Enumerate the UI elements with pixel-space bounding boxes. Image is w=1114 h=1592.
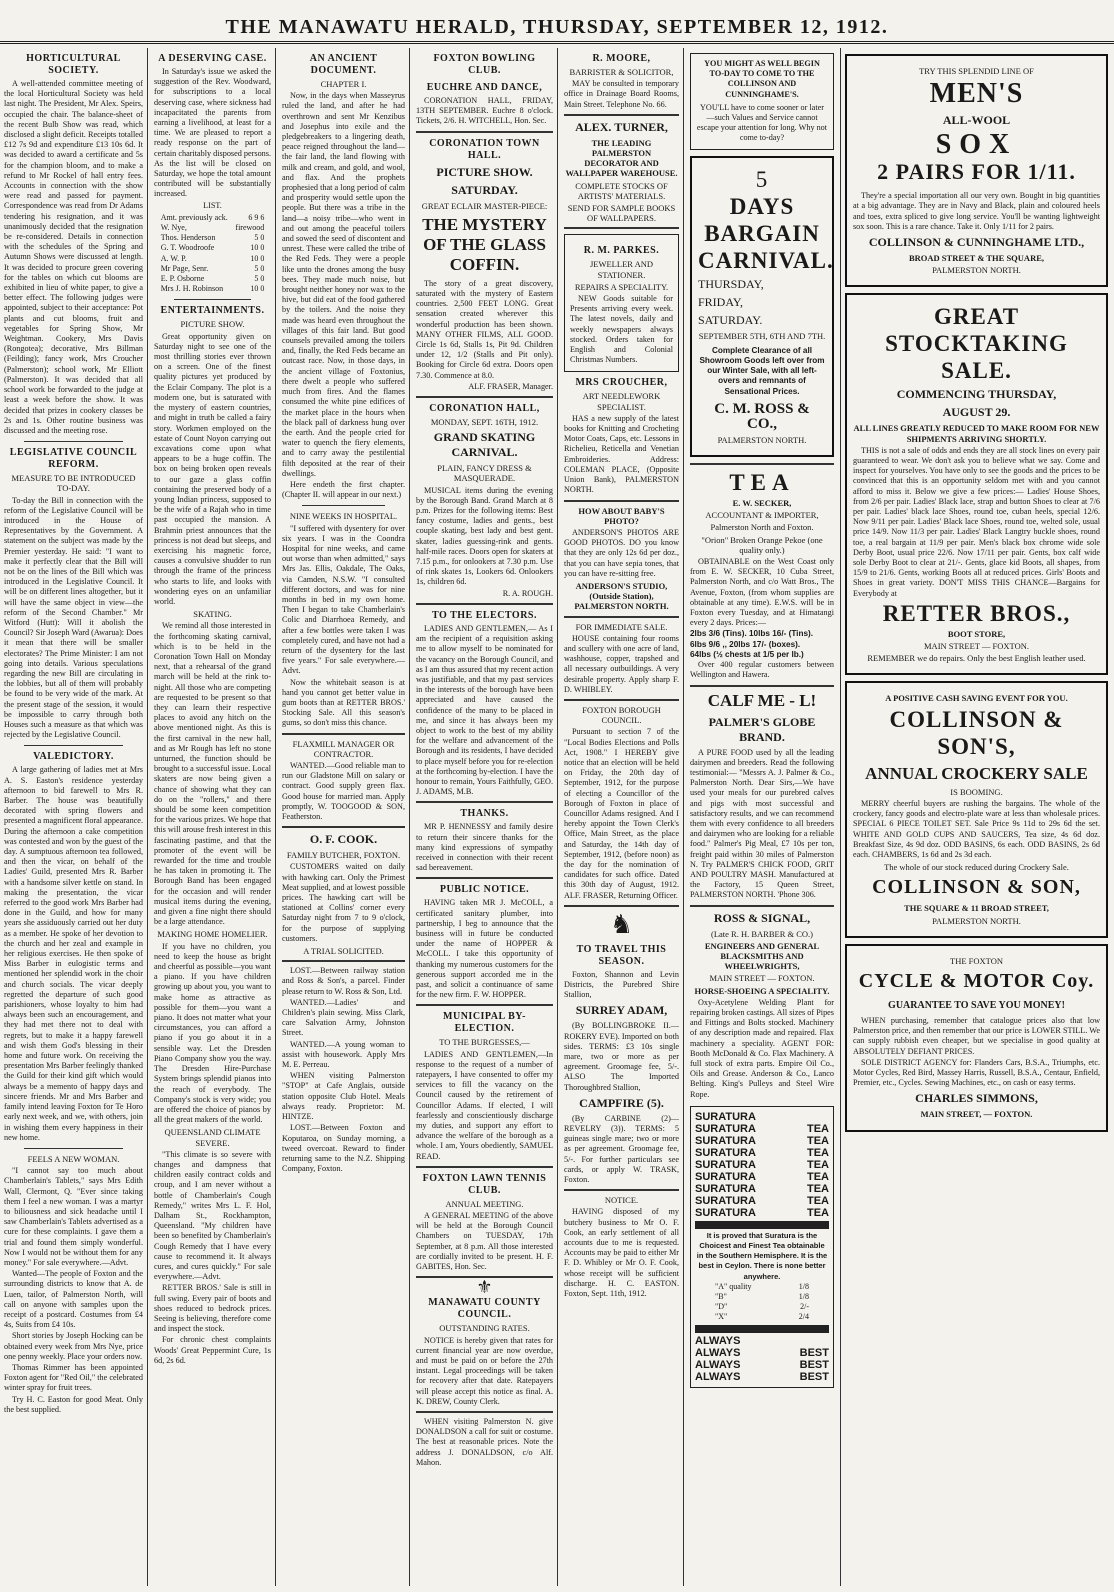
list-amount: 10 0 — [250, 284, 265, 294]
borough-council-title: FOXTON BOROUGH COUNCIL. — [582, 704, 661, 726]
always-word: ALWAYS — [695, 1358, 741, 1371]
divider — [690, 685, 834, 687]
divider — [416, 1166, 553, 1168]
list-name: G. T. Woodroofe — [160, 243, 215, 253]
ross-signal-sub: (Late R. H. BARBER & CO.) — [711, 928, 813, 939]
always-word: ALWAYS — [695, 1370, 741, 1383]
divider — [690, 463, 834, 465]
suratura-row — [695, 1171, 829, 1183]
croucher-text: HAS a new supply of the latest books for Knitting and Crocheting Motor Coats, Caps, etc. Lessons in Richelieu, Reticella and Venetian Embroideries. Address: COLEMAN PLACE, (Opposite Union Bank), PALMERSTON NORTH. — [564, 413, 679, 495]
best-word: BEST — [799, 1346, 829, 1359]
whitebait-text: Now the whitebait season is at hand you cannot get better value in gum boots than at RETTER BROS.' Stocking Sale. All this season's gums, so don't miss this chance. — [282, 677, 405, 728]
sox-text: They're a special importation all our very own. Bought in big quantities at a big advantage. They are in Navy and Black, plain and coloured heels and toes, extra spliced to give long service. You'll be wanting lightweight sox soon. This is a rare chance. Take it. Only 1/11 for 2 pairs. — [853, 191, 1100, 231]
croucher-title: MRS CROUCHER, — [575, 377, 668, 389]
column-1 — [0, 48, 148, 1586]
divider-bar — [695, 1325, 829, 1333]
suratura-row — [695, 1147, 829, 1159]
simmons-addr: MAIN STREET, — FOXTON. — [920, 1109, 1033, 1120]
list-name: E. P. Osborne — [160, 274, 205, 284]
crockery-title: ANNUAL CROCKERY SALE — [865, 763, 1088, 783]
cs-title: COLLINSON & SON'S, — [889, 706, 1064, 759]
calf-title: CALF ME - L! — [707, 690, 817, 710]
divider — [416, 801, 553, 803]
lost-overcoat-notice: LOST.—Between Foxton and Koputaroa, on Sunday morning, a tweed overcoat. Reward to finder returning same to the N.Z. Shipping Company, Foxton. — [282, 1123, 405, 1174]
stocktaking-ad — [845, 293, 1108, 675]
short-stories-notice: Short stories by Joseph Hocking can be obtained every week from Mrs Nye, price one penny weekly. Place your orders now. — [4, 1331, 143, 1361]
divider — [282, 733, 405, 735]
tennis-text: A GENERAL MEETING of the above will be held at the Borough Council Chambers on TUESDAY, 17th September, at 8 p.m. All those interested are cordially invited to be present. H. F. GABITES, Hon. Sec. — [416, 1211, 553, 1272]
commencing-label: COMMENCING THURSDAY, — [896, 387, 1057, 402]
august-label: AUGUST 29. — [942, 405, 1011, 420]
grade-label: "B" — [715, 1292, 727, 1302]
column-7 — [840, 48, 1112, 1586]
grade-price: 1/8 — [798, 1281, 809, 1291]
feels-text: "I cannot say too much about Chamberlain's Tablets," says Mrs Edith Wall, Clermont, Q. "Ever since taking them I feel a new woman. I was a martyr to biliousness and sick headache until I saw Chamberlain's Tablets advertised as a cure for these complaints. I gave them a trial and found them simply wonderful. Now I would not be without them for any money." For sale everywhere.—Advt. — [4, 1166, 143, 1267]
divider — [564, 227, 679, 229]
anderson-text: ANDERSON'S PHOTOS ARE GOOD PHOTOS. DO you know that they are only 12s 6d per doz., that you can have sepia tones, that you can have re-sitting free. — [564, 527, 679, 578]
turner-send: SEND FOR SAMPLE BOOKS OF WALLPAPERS. — [567, 203, 676, 224]
homelier-title: MAKING HOME HOMELIER. — [157, 929, 268, 940]
thanks-text: MR P. HENNESSY and family desire to return their sincere thanks for the many kind expressions of sympathy received in connection with their recent sad bereavement. — [416, 822, 553, 873]
retter-sub: BOOT STORE, — [947, 628, 1006, 639]
cycle-text: WHEN purchasing, remember that catalogue prices also that low Palmerston price, and then remember that our price is LOWER STILL. We can supply rubbish even cheaper, but we specialise in good quality at ABSOLUTELY DEFIANT PRICES. — [853, 1015, 1100, 1056]
orion-label: "Orion" Broken Orange Pekoe (one quality only.) — [701, 534, 823, 555]
masquerade-label: PLAIN, FANCY DRESS & MASQUERADE. — [437, 463, 532, 484]
turner-title: ALEX. TURNER, — [575, 119, 668, 134]
surrey-title: SURREY ADAM, — [575, 1003, 668, 1018]
borough-council-text: Pursuant to section 7 of the "Local Bodies Elections and Polls Act, 1908." I HEREBY give notice that an election will be held on Friday, the 20th day of September, 1912, for the purpose of electing a Councillor of the Borough of Foxton in place of Councillor Adams resigned. And I hereby appoint the Town Clerk's Office, Main Street, as the place and Saturday, the 14th day of September, 1912, (before noon) as the day for the nomination of candidates for such office. Dated this 30th day of August, 1912. ALF. FRASER, Returning Officer. — [564, 727, 679, 900]
suratura-row — [695, 1159, 829, 1171]
horticultural-text: A well-attended committee meeting of the local Horticultural Society was held last night. The President, Mr Alex. Speirs, occupied the chair. The balance-sheet of the recent Bulb Show was read, which disclosed a slight deficit. Receipts totalled £12 7s 9d and expenditure £13 10s 6d. It was decided to award a certificate and 5s for the champion bloom, and to make a refund to Mr Rockel of hall entry fees. Accounts in connection with the show were read and passed for payment. Correspondence was read from Dr Adams tendering his resignation, and it was unanimously decided that the resignation be re-considered. Details in connection with the schedules of the Spring and Autumn Shows were discussed at length. It was decided to procure green covering for the tables on which cut blooms are exhibited in lieu of white paper, to give a better effect. The following judges were appointed, subject to their acceptance: Pot plants and cut blooms, fruit and vegetables for Spring Show, Mr Weightman. Cookery, Mrs Davis (Rongotea); decorative, Mrs Billman (Feilding); fancy work, Mrs Croucher (Palmerston); school work, Mr Elliott (Palmerston). It was decided that all school work be forwarded to the judge at least a week before the show. It was decided that prizes in cookery classes be 2s and 1s. Other routine business was discussed and the meeting rose. — [4, 79, 143, 435]
tea-prices-2: 6lbs 9/6 ,, 20lbs 17/- (boxes). — [690, 639, 801, 649]
list-name: W. Nye, — [160, 223, 187, 233]
feels-title: FEELS A NEW WOMAN. — [27, 1153, 120, 1164]
reduced-label: ALL LINES GREATLY REDUCED TO MAKE ROOM FOR NEW SHIPMENTS ARRIVING SHORTLY. — [853, 423, 1100, 444]
column-4 — [412, 48, 558, 1586]
bargain-label: BARGAIN — [704, 220, 820, 246]
secker-place: Palmerston North and Foxton. — [710, 522, 814, 533]
list-amount: firewood — [235, 223, 265, 233]
divider — [416, 131, 553, 133]
flaxmill-title: FLAXMILL MANAGER OR CONTRACTOR. — [292, 738, 395, 759]
masthead — [0, 0, 1114, 44]
grade-row — [695, 1282, 829, 1292]
cook-text: CUSTOMERS waited on daily with hawking cart. Only the Primest Meat supplied, and at lowest possible prices. The hawking cart will be stationed at Collins' corner every Saturday night from 7 to 9 o'clock, for the purpose of supplying customers. — [282, 862, 405, 943]
top-ad-heading: YOU MIGHT AS WELL BEGIN TO-DAY TO COME TO THE COLLINSON AND CUNNINGHAME'S. — [704, 59, 820, 99]
rates-text: NOTICE is hereby given that rates for current financial year are now overdue, and must be paid on or before the 27th instant. Legal proceedings will be taken for recovery after that date. Ratepayers will please accept this notice as final. A. K. DREW, County Clerk. — [416, 1335, 553, 1406]
council-title: LEGISLATIVE COUNCIL REFORM. — [9, 447, 138, 471]
crockery-ad — [845, 681, 1108, 937]
days-label: DAYS — [729, 193, 795, 219]
divider — [564, 699, 679, 701]
suratura-ad — [690, 1106, 834, 1388]
euchre-text: CORONATION HALL, FRIDAY, 13TH SEPTEMBER. Euchre 8 o'clock. Tickets, 2/6. H. WITCHELL, Hon. Sec. — [416, 96, 553, 126]
guarantee-label: GUARANTEE TO SAVE YOU MONEY! — [888, 999, 1065, 1011]
parkes-repairs: REPAIRS A SPECIALITY. — [574, 281, 669, 292]
divider — [174, 299, 251, 300]
picture-show-title: PICTURE SHOW. — [436, 164, 533, 179]
cook-subtitle: FAMILY BUTCHER, FOXTON. — [286, 850, 401, 861]
retter-title: RETTER BROS., — [882, 600, 1071, 626]
cash-label: A POSITIVE CASH SAVING EVENT FOR YOU. — [885, 693, 1068, 704]
suratura-word: SURATURA — [695, 1134, 756, 1147]
list-row — [159, 213, 267, 223]
euchre-title: EUCHRE AND DANCE, — [426, 82, 543, 93]
sox-intro: TRY THIS SPLENDID LINE OF — [919, 66, 1034, 76]
wool-label: ALL-WOOL — [942, 113, 1011, 128]
ancient-title: AN ANCIENT DOCUMENT. — [309, 53, 378, 76]
valedictory-text: A large gathering of ladies met at Mrs A. S. Easton's residence yesterday afternoon to bid farewell to Mrs R. Barber. The house was beautifully decorated with spring flowers and presented a magnificent floral appearance. During the afternoon a cake competition was contested and won by the guest of the day. A sumptuous afternoon tea followed, and then the vicar, on behalf of the Ladies' Guild, presented Mrs R. Barber with a handsome silver kettle on stand. In making the presentation, the vicar referred to the good work Mrs Barber had done in the Guild, and how for many years she assiduously carried out her duty as a member. He spoke of her devotion to the church and her zeal and example in her religious exercises. He then spoke of Miss Barber in eulogistic terms and mentioned her splendid work in the choir and church socials. The vicar deeply regretted the departure of such good parishioners, whose loyalty to him had always been such an encouragement, and they had met there not to deal with regrets, but to make it a happy farewell and wish them God's blessing in their home and future work. On receiving the presentation Mrs Barber feelingly thanked the Guild for their kind gift which would always be a memento of happy days and sincere friends. Mr and Mrs Barber and family intend leaving Foxton for Te Horo early next week, and we, with others, join in wishing them every happiness in their new home. — [4, 765, 143, 1142]
picture-show-subtitle: PICTURE SHOW. — [180, 319, 245, 330]
masthead-title: THE MANAWATU HERALD, THURSDAY, SEPTEMBER 12, 1912. — [225, 16, 889, 38]
campfire-title: CAMPFIRE (5). — [579, 1095, 664, 1110]
hall-title: CORONATION HALL, — [429, 403, 540, 415]
campfire-text: (By CARBINE (2)—REVELRY (3)). TERMS: 5 guineas single mare; two or more as per agreement. Groomage fee, 5/-. For further particulars see cards, or apply W. TRASK, Foxton. — [564, 1113, 679, 1185]
top-ad-text: YOU'LL have to come sooner or later—such Values and Service cannot escape your attention for long. Why not come to-day? — [696, 102, 828, 143]
list-row — [159, 223, 267, 233]
queensland-title: QUEENSLAND CLIMATE SEVERE. — [164, 1127, 261, 1148]
rates-title: OUTSTANDING RATES. — [439, 1323, 530, 1334]
calf-text: A PURE FOOD used by all the leading dairymen and breeders. Read the following testimonial:— "Messrs A. J. Palmer & Co., Palmerston North. Dear Sirs,—We have used your meals for our purebred calves and pigs with most successful and satisfactory results, and we can recommend them with every confidence to all breeders and dairymen who are looking for a reliable food." Palmer's Pig Meal, £7 10s per ton, freight paid within 30 miles of Palmerston N. Try PALMER'S CHICK FOOD, GRIT AND POULTRY MASH. Manufactured at the Factory, 15 Queen Street, PALMERSTON NORTH. 'Phone 306. — [690, 747, 834, 900]
cycle-ad — [845, 944, 1108, 1132]
ancient-footer: Here endeth the first chapter. (Chapter II. will appear in our next.) — [282, 479, 405, 500]
sox-ad — [845, 54, 1108, 287]
calf-subtitle: PALMER'S GLOBE BRAND. — [708, 714, 816, 744]
list-row — [159, 284, 267, 294]
suratura-word: SURATURA — [695, 1194, 756, 1207]
horse-shoeing-label: HORSE-SHOEING A SPECIALITY. — [694, 985, 830, 996]
carnival-text: MUSICAL items during the evening by the Borough Band. Grand March at 8 p.m. Prizes for the following items: Best fancy costume, ladies and gents., best couple skating, best lady and best gent. skater, ladies guessing-rink and gents. half-mile races. Doors open for skaters at 7.15 p.m., for onlookers at 7.30 p.m. Use of rink skates 1s, Lookers 6d. Onlookers 1s, children 6d. — [416, 485, 553, 587]
list-row — [159, 254, 267, 264]
engineers-label: ENGINEERS AND GENERAL BLACKSMITHS AND WHEELWRIGHTS, — [704, 940, 820, 972]
council-subtitle: MEASURE TO BE INTRODUCED TO-DAY. — [11, 473, 136, 494]
divider — [282, 826, 405, 828]
divider — [24, 441, 123, 442]
grand-carnival: GRAND SKATING CARNIVAL. — [433, 430, 536, 460]
retter-note: REMEMBER we do repairs. Only the best English leather used. — [867, 653, 1086, 664]
suratura-row — [695, 1183, 829, 1195]
day-1: THURSDAY, — [698, 276, 764, 291]
column-3 — [278, 48, 410, 1586]
mystery-title: THE MYSTERY OF THE GLASS COFFIN. — [422, 214, 547, 274]
clearance-text: Complete Clearance of all Showroom Goods left over from our Winter Sale, with all left-overs and remnants of Sensational Prices. — [699, 345, 825, 396]
saturday-label: SATURDAY. — [451, 182, 518, 197]
crockery-tail: The whole of our stock reduced during Crockery Sale. — [884, 862, 1069, 873]
divider — [564, 1189, 679, 1191]
divider — [564, 905, 679, 907]
ross-co-title: C. M. ROSS & CO., — [714, 400, 810, 432]
deserving-title: A DESERVING CASE. — [158, 53, 267, 64]
donaldson-notice: WHEN visiting Palmerston N. give DONALDSON a call for suit or costume. The best at reasonable prices. Note the address J. DONALDSON, c/o Alf. Mahon. — [416, 1417, 553, 1467]
list-amount: 5 0 — [254, 263, 265, 273]
dates-label: SEPTEMBER 5TH, 6TH AND 7TH. — [698, 330, 826, 341]
suratura-word: SURATURA — [695, 1158, 756, 1171]
anderson-studio: ANDERSON'S STUDIO, (Outside Station), PALMERSTON NORTH. — [574, 580, 669, 612]
croucher-subtitle: ART NEEDLEWORK SPECIALIST. — [582, 391, 661, 412]
tea-word: TEA — [807, 1122, 829, 1135]
suratura-text: It is proved that Suratura is the Choicest and Finest Tea obtainable in the Southern Hemisphere. It is the best in Ceylon. There is none better anywhere. — [696, 1230, 828, 1281]
red-oil-notice: Thomas Rimmer has been appointed Foxton agent for "Red Oil," the celebrated winter spray for fruit trees. — [4, 1362, 143, 1393]
county-title: MANAWATU COUNTY COUNCIL. — [428, 1297, 541, 1321]
retter-addr: MAIN STREET — FOXTON. — [924, 641, 1029, 652]
divider — [24, 745, 123, 746]
main-street-label: MAIN STREET — FOXTON. — [709, 973, 815, 984]
baby-title: HOW ABOUT BABY'S PHOTO? — [578, 505, 665, 526]
notice-text: HAVING disposed of my butchery business to Mr O. F. Cook, an early settlement of all accounts due to me is requested. Accounts may be paid to either Mr F. D. Whibley or Mr O. F. Cook, whose receipt will be sufficient discharge. H. C. EASTON. Foxton, Sept. 11th, 1912. — [564, 1207, 679, 1299]
mens-label: MEN'S — [929, 78, 1024, 110]
days-number: 5 — [755, 166, 769, 192]
divider — [282, 960, 405, 962]
suratura-row — [695, 1123, 829, 1135]
tennis-meeting: ANNUAL MEETING. — [445, 1198, 524, 1209]
queensland-text: "This climate is so severe with changes and dampness that children easily contract colds and croup, and I am never without a bottle of Chamberlain's Cough Remedy," writes Mrs L. F. Hol, Dalham St., Rockhampton, Queensland. "My children have been so benefited by Chamberlain's Cough Remedy that I have every cause to recommend it. It always cures, and cures quickly." For sale everywhere.—Advt. — [154, 1149, 271, 1282]
suratura-word: SURATURA — [695, 1206, 756, 1219]
entertainments-title: ENTERTAINMENTS. — [160, 305, 265, 317]
electors-title: TO THE ELECTORS. — [432, 609, 537, 621]
suratura-word: SURATURA — [695, 1170, 756, 1183]
horse-icon: ♞ — [609, 909, 634, 939]
list-label: LIST. — [203, 200, 222, 210]
always-word: ALWAYS — [695, 1346, 741, 1359]
grade-row — [695, 1292, 829, 1302]
cs2-city: PALMERSTON NORTH. — [932, 915, 1021, 926]
list-name: A. W. P. — [160, 253, 187, 263]
grade-label: "X" — [715, 1312, 728, 1322]
fraser-signature: ALF. FRASER, Manager. — [468, 381, 553, 391]
divider — [302, 505, 385, 506]
suratura-word: SURATURA — [695, 1146, 756, 1159]
council-text: To-day the Bill in connection with the reform of the Legislative Council will be introduced in the House of Representatives by the Government. A statement on the subject was made by the Premier yesterday. He said: "I want to make it perfectly clear that the Bill will not be on the lines of the Bill which was introduced in the Legislative Council. It will be on different lines altogether, but it will have the same object in view—the reform of the Second Chamber." Mr Witford (Hutt): Will it abolish the Council? Sir Joseph Ward (Awarua): Does it mean that there will be smaller electorates? The Prime Minister: I am not going into details. Various speculations regarding the new Bill are circulating in the lobbies, but all of them will probably be found to be very wide of the mark. At the present stage of the session, it would be impossible to carry through both Houses such a measure as that which was rejected by the Legislative Council. — [4, 495, 143, 740]
hospital-title: NINE WEEKS IN HOSPITAL. — [289, 511, 398, 522]
suratura-row — [695, 1135, 829, 1147]
surrey-text: (By BOLLINGBROKE II.—ROKERY EVE). Imported on both sides. TERMS: £3 10s single mare, two or more as per agreement. Groomage fee, 5/-. ALSO The Imported Thoroughbred Stallion, — [564, 1021, 679, 1092]
tea-title: TEA — [729, 470, 795, 496]
skating-text: We remind all those interested in the forthcoming skating carnival, which is to be held in the Coronation Town Hall on Monday next, that a rehearsal of the grand march will be held at the rink to-night. All those who are competing are requested to be present so that they can learn their respective places to avoid any hitch on the above mentioned night. As this is the first carnival in the new hall, and as Mr Rough has left no stone unturned, the function should be brought to a successful issue. Local skaters are now being given a chance of showing what they can do on the "rollers," and there should be some keen competition for the various prizes. We hope that this will arouse fresh interest in this fascinating pastime, and that the promoter of the event will be rewarded for the time and trouble he has taken in promoting it. The Borough Band has been engaged for the occasion and will render musical items during the evening, and given a fine night there should be a large attendance. — [154, 621, 271, 927]
moore-subtitle: BARRISTER & SOLICITOR, — [569, 67, 674, 77]
bargain-carnival-ad — [690, 156, 834, 457]
cc-addr: BROAD STREET & THE SQUARE, — [908, 253, 1044, 264]
hospital-text: "I suffered with dysentery for over six years. I was in the Coondra Hospital for nine weeks, and came out worse than when admitted," says Mrs Jas. Ellis, Oakdale, The Oaks, via Camden, N.S.W. "I consulted different doctors, and was for nine months in bed in my own home. Then I began to take Chamberlain's Colic and Diarrhoea Remedy, and after a few bottles were taken I was completely cured, and have not had a return of the dysentery for the last five years." For sale everywhere.—Advt. — [282, 523, 405, 676]
cc-city: PALMERSTON NORTH. — [932, 265, 1021, 276]
moore-text: MAY be consulted in temporary office in Drainage Board Rooms, Main Street. Telephone No. 66. — [564, 79, 679, 109]
suratura-row — [695, 1195, 829, 1207]
list-row — [159, 274, 267, 284]
picture-show-text: Great opportunity given on Saturday night to see one of the most thrilling stories ever thrown on a screen. One of the finest quality pictures yet produced by the Eclair Company. The plot is a modern one, but is saturated with the mystery of eastern countries, and might in truth be called a fairy story. Workmen employed on the estate of Count Noyon carrying out excavations come upon what appears to be a huge coffin. The box on being broken open reveals to our gaze a glass coffin containing the preserved body of a young Indian princess, supposed to be the wife of a Rajah who in time past occupied the mansion. A Brahmin priest announces that the princess is not dead but sleeps, and exercising his magnetic force, causes a convulsive shudder to run through the frame of the princess who starts to life, and looks with wondering eyes on an unfamiliar world. — [154, 331, 271, 606]
thanks-title: THANKS. — [460, 808, 509, 820]
stocktaking-title: GREAT STOCKTAKING SALE. — [885, 304, 1068, 384]
grade-price: 2/- — [800, 1302, 809, 1312]
grade-label: "A" quality — [715, 1281, 752, 1291]
burgesses-text: LADIES AND GENTLEMEN,—In response to the request of a number of ratepayers, I have consented to offer my services to fill the vacancy on the Council caused by the retirement of Councillor Adams. If elected, I will fearlessly and conscientiously discharge my duties, and support any effort to advance the welfare of the borough as a whole. I am, Yours obediently, SAMUEL READ. — [416, 1049, 553, 1161]
list-amount: 5 0 — [254, 233, 265, 243]
stocktaking-text: THIS is not a sale of odds and ends they are all stock lines on every pair guaranteed to wear. We don't ask you to believe what we say. Come and inspect for yourselves. You have only to see the goods and the prices to be convinced that this is an opportunity seldom met with and you cannot afford to miss it. Below we give a few prices:— Ladies' House Shoes, from 2/6 per pair. Ladies' Black lace, strap and button Shoes to clear at 7/6 per pair. Ladies' black lace Shoes, round toe, cuban heels, special 12/6. Now 9/11 per pair. Ladies' Black lace Shoes, round toe, welted sole, usual price 14/9. Now 11/3 per pair. Ladies' Black Langtry buckle shoes, round toe, a real bargain at 11/9 per pair. Men's black box chrome wide sole Derby Boot, usual price 22/6. Now 17/11 per pair. Gents, box calf wide sole Derby Boot to clear at 21/-. Gents, glace kid Boots, all shapes, from 15/9 to 21/6. Gents, working Boots all at reduced prices. Girls' Boots and Shoes in great variety. DON'T MISS THIS CHANCE—Bargains for Everybody at — [853, 445, 1100, 598]
suratura-word: SURATURA — [695, 1110, 756, 1123]
tennis-title: FOXTON LAWN TENNIS CLUB. — [422, 1172, 547, 1196]
suratura-word: SURATURA — [695, 1122, 756, 1135]
retter-notice: RETTER BROS.' Sale is still in full swing. Every pair of boots and shoes reduced to bedrock prices. Seeing is believing, therefore come and inspect the stock. — [154, 1283, 271, 1334]
list-name: Thos. Henderson — [160, 233, 216, 243]
tea-text: OBTAINABLE on the West Coast only from E. W. SECKER, 10 Cuba Street, Palmerston North, and c/o Watt Bros., The Avenue, Foxton, (from whom supplies are obtainable at any time). E.W.S. will be in Foxton every Tuesday, and at Himatangi every 2 days. Prices:— — [690, 557, 834, 628]
divider-bar — [695, 1221, 829, 1229]
subscription-list — [159, 213, 267, 295]
moore-title: R. MOORE, — [592, 53, 651, 64]
sox-label: SOX — [935, 129, 1018, 161]
turner-subtitle: THE LEADING PALMERSTON DECORATOR AND WALLPAPER WAREHOUSE. — [565, 137, 678, 179]
valedictory-title: VALEDICTORY. — [33, 751, 114, 763]
list-amount: 10 0 — [250, 243, 265, 253]
divider — [24, 1148, 123, 1149]
parkes-subtitle: JEWELLER AND STATIONER. — [589, 259, 654, 280]
grade-label: "D" — [715, 1302, 728, 1312]
divider — [416, 603, 553, 605]
suratura-row — [695, 1111, 829, 1123]
grade-price: 2/4 — [798, 1312, 809, 1322]
best-word: BEST — [799, 1370, 829, 1383]
homelier-text: If you have no children, you need to keep the house as bright and cheerful as possible—you want a piano. If you have children growing up about you, you want to make home as attractive as possible for them—you want a piano. It does not matter what your circumstances, you can afford a piano if you go about it in a sensible way. Let the Dresden Piano Company show you the way. The Dresden Hire-Purchase System brings splendid pianos into the reach of everybody. The Company's stock is very wide; you are offered the choice of pianos by all the great makers of the world. — [154, 941, 271, 1125]
bowling-title: FOXTON BOWLING CLUB. — [433, 53, 536, 76]
list-row — [159, 243, 267, 253]
best-word: BEST — [799, 1358, 829, 1371]
list-name: Amt. previously ack. — [160, 212, 228, 222]
crest-icon: ⚜ — [476, 1277, 493, 1298]
column-5 — [560, 48, 684, 1586]
cc-title: COLLINSON & CUNNINGHAME LTD., — [868, 235, 1085, 250]
turner-text: COMPLETE STOCKS OF ARTISTS' MATERIALS. — [575, 180, 668, 201]
wanted-young-notice: WANTED.—A young woman to assist with housework. Apply Mrs M. E. Perreau. — [282, 1039, 405, 1070]
travel-text: Foxton, Shannon and Levin Districts, the Purebred Shire Stallion, — [564, 969, 679, 1000]
list-name: Mrs J. H. Robinson — [160, 284, 224, 294]
tea-word: TEA — [807, 1146, 829, 1159]
eclair-label: GREAT ECLAIR MASTER-PIECE: — [421, 200, 548, 211]
tea-prices-1: 2lbs 3/6 (Tins). 10lbs 16/- (Tins). — [690, 629, 814, 639]
column-2 — [150, 48, 276, 1586]
byelection-title: MUNICIPAL BY-ELECTION. — [443, 1011, 526, 1035]
divider — [416, 1004, 553, 1006]
ross-co-city: PALMERSTON NORTH. — [717, 434, 807, 445]
parkes-ad — [564, 234, 679, 372]
carnival-label: CARNIVAL. — [698, 247, 834, 273]
always-row — [695, 1371, 829, 1383]
woods-notice: For chronic chest complaints Woods' Great Peppermint Cure, 1s 6d, 2s 6d. — [154, 1335, 271, 1365]
divider — [564, 500, 679, 502]
grade-row — [695, 1302, 829, 1312]
day-2: FRIDAY, — [698, 294, 744, 309]
cycle-intro: THE FOXTON — [950, 955, 1003, 966]
always-row — [695, 1359, 829, 1371]
list-row — [159, 233, 267, 243]
tea-word: TEA — [807, 1170, 829, 1183]
divider — [690, 905, 834, 907]
simmons-title: CHARLES SIMMONS, — [915, 1091, 1038, 1106]
skating-title: SKATING. — [193, 609, 232, 620]
cs2-addr: THE SQUARE & 11 BROAD STREET, — [904, 903, 1049, 914]
coronation-title: CORONATION TOWN HALL. — [429, 137, 540, 161]
notice-title: NOTICE. — [604, 1195, 639, 1206]
secker-name: E. W. SECKER, — [732, 498, 792, 509]
ross-signal-text: Oxy-Acetylene Welding Plant for repairing broken castings. All sizes of Pipes and Fittings and Bolts stocked. Machinery of any description made and repaired. Flax machinery a speciality. AGENT FOR: Booth McDonald & Co. Flax Machinery. A full stock of extra parts. Empire Oil Co., Oils and Grease. Anderson & Co., Lanco Belting. King's Pulleys and Steel Wire Rope. — [690, 997, 834, 1099]
list-row — [159, 264, 267, 274]
always-row — [695, 1335, 829, 1347]
tea-word: TEA — [807, 1194, 829, 1207]
tea-word: TEA — [807, 1158, 829, 1171]
parkes-title: R. M. PARKES. — [583, 245, 660, 257]
grade-price: 1/8 — [798, 1292, 809, 1302]
cook-title: O. F. COOK. — [309, 832, 378, 847]
divider — [416, 1411, 553, 1413]
public-notice-title: PUBLIC NOTICE. — [439, 884, 530, 896]
rough-signature: R. A. ROUGH. — [502, 588, 553, 598]
tea-word: TEA — [807, 1206, 829, 1219]
trial-label: A TRIAL SOLICITED. — [303, 946, 384, 957]
list-amount: 5 0 — [254, 274, 265, 284]
ancient-text: Now, in the days when Masseyrus ruled the land, and after he had overthrown and sent Mr Kenzibus and Josephus into exile and the pledgebreakers to a lingering death, peace reigned throughout the land—the fair land, the land flowing with milk and cream, and gold, and wool, and flax. And the prophets prophesied that a long period of calm and prosperity would settle upon the people. But there was a tribe in the land—a noisy tribe—who went in and out among the peaceful toilers and sowed the seed of discontent and unrest. These were called the tribe of the Red Feds. They were a people like unto the drones among the busy bees. They made much noise, but brought neither honey nor wax to the hive, but did eat of the food gathered by the toilers. And the noise they made was heard even throughout the villages of this fair land. But good counsels prevailed among the toilers and, finally, the Red Feds became an outcast race. Now, in those days, in the ancient village of Foxtonius, there dwelt a people who suffered much from fires. And the flames consumed the white pine edifices of the market place in the hours when the black pall of darkness hung over the earth. And the people cried for water to quench the fiery elements, and to carry away the pestilential filth deposited at the rear of their dwellings. — [282, 91, 405, 478]
divider — [416, 396, 553, 398]
cs2-title: COLLINSON & SON, — [872, 876, 1081, 899]
electors-text: LADIES AND GENTLEMEN,— As I am the recipient of a requisition asking me to allow myself to be nominated for the vacancy on the Borough Council, and as I am thus assured that my recent action was justifiable, and that my past services in the interests of the borough have been appreciated and have caused the confidence of the many to be placed in me, and since it has always been my object to work to the best of my ability for the welfare and advancement of the Borough and its residents, I have decided to place myself before you for re-election at the forthcoming by-election. I have the honour to remain, Yours Faithfully, GEO. J. ADAMS, M.B. — [416, 623, 553, 797]
day-3: SATURDAY. — [698, 312, 763, 327]
grade-row — [695, 1312, 829, 1322]
crockery-text: MERRY cheerful buyers are rushing the bargains. The whole of the crockery, fancy goods and electro-plate ware at less than wholesale prices. SPECIAL 6 PIECE TOILET SET. Sale Price 9s 11d to 29s 6d the set. WHITE AND GOLD CUPS AND SAUCERS, Tea size, 4s 6d doz. Breakfast Size, 4s 9d doz. ODD BASINS, 6s each. ODD BASINS, 2s 6d each. CHAMBERS, 1s 6d and 2s 3d each. — [853, 798, 1100, 859]
suratura-word: SURATURA — [695, 1182, 756, 1195]
tea-word: TEA — [807, 1182, 829, 1195]
divider — [416, 877, 553, 879]
pairs-label: 2 PAIRS FOR 1/11. — [877, 159, 1076, 185]
divider — [564, 114, 679, 116]
public-notice-text: HAVING taken MR J. McCOLL, a certificated sanitary plumber, into partnership, I beg to announce that the business will in future be conducted under the name of HOPPER & McCOLL. I take this opportunity of thanking my numerous customers for the generous support accorded me in the past, and solicit a continuance of same for the new firm. F. W. HOPPER. — [416, 898, 553, 1000]
chapter-label: CHAPTER I. — [320, 79, 367, 89]
column-6 — [686, 48, 838, 1586]
meat-notice: Try H. C. Easton for good Meat. Only the best supplied. — [4, 1394, 143, 1414]
always-word: ALWAYS — [695, 1334, 741, 1347]
hall-date: MONDAY, SEPT. 16TH, 1912. — [430, 417, 539, 428]
agency-text: SOLE DISTRICT AGENCY for: Flanders Cars, B.S.A., Triumphs, etc. Motor Cycles, Red Bird, Massey Harris, Russell, B.S.A., Centaur, Enfield, Premier, etc., Cycles. Sewing Machines, etc., on cash or easy terms. — [853, 1057, 1100, 1088]
burgesses-label: TO THE BURGESSES,— — [439, 1037, 530, 1048]
travel-title: TO TRAVEL THIS SEASON. — [576, 943, 667, 967]
hintze-notice: WHEN visiting Palmerston "STOP" at Cafe Anglais, outside station opposite Club Hotel. Meals always ready. Proprietor: M. HINTZE. — [282, 1071, 405, 1122]
divider — [564, 616, 679, 618]
tailor-notice: Wanted—The people of Foxton and the surrounding districts to know that A. de Luen, tailor, of Palmerston North, will call on anyone with samples upon the receipt of a postcard. Costumes from £4 4s, Suits from £4 10s. — [4, 1269, 143, 1330]
always-row — [695, 1347, 829, 1359]
parkes-text: NEW Goods suitable for Presents arriving every week. The latest novels, daily and weekly newspapers always stocked. Orders taken for English and Colonial Christmas Numbers. — [570, 294, 673, 365]
sale-title: FOR IMMEDIATE SALE. — [575, 621, 668, 632]
sale-text: HOUSE containing four rooms and scullery with one acre of land, washhouse, copper, trapshed and all necessary outbuildings. A very desirable property. Apply sharp F. D. WHIBLEY. — [564, 633, 679, 694]
mystery-text: The story of a great discovery, saturated with the mystery of Eastern countries. 2,500 FEET LONG. Great sensation created wherever this wonderful production has been shown. MANY OTHER FILMS, ALL GOOD. Circle 1s 6d, Stalls 1s, Pit 9d. Children under 12, 1/2 (Stalls and Pit only). Booking for Circle 6d extra. Doors open 7.30. Commence at 8.0. — [416, 278, 553, 380]
list-amount: 6 9 6 — [248, 212, 265, 222]
list-name: Mr Page, Senr. — [160, 263, 209, 273]
deserving-text: In Saturday's issue we asked the suggestion of the Rev. Woodward, for subscriptions to a local deserving case, where sickness had incapacitated the parents from earning a livelihood, at least for a time. We are pleased to report a ready response on the part of certain charitably disposed persons. As the list will be closed on Saturday, we hope the total amount contributed will be substantially increased. — [154, 67, 271, 199]
horticultural-title: HORTICULTURAL SOCIETY. — [26, 53, 121, 76]
tea-tail: Over 400 regular customers between Wellington and Hawera. — [690, 660, 834, 680]
flaxmill-text: WANTED.—Good reliable man to run our Gladstone Mill on salary or contract. Good supply green flax. Good house for married man. Apply promptly, W. TOOGOOD & SON, Featherston. — [282, 761, 405, 822]
list-amount: 10 0 — [250, 253, 265, 263]
wanted-ladies-notice: WANTED.—Ladies' and Children's plain sewing. Miss Clark, care Salvation Army, Johnston Street. — [282, 997, 405, 1038]
cycle-title: CYCLE & MOTOR Coy. — [858, 969, 1095, 992]
ross-signal-title: ROSS & SIGNAL, — [713, 910, 811, 925]
suratura-row — [695, 1207, 829, 1219]
booming-label: IS BOOMING. — [950, 786, 1003, 797]
tea-prices-3: 64lbs (½ chests at 1/5 per lb.) — [690, 649, 804, 659]
top-ad — [690, 53, 834, 150]
tea-word: TEA — [807, 1134, 829, 1147]
secker-sub: ACCOUNTANT & IMPORTER, — [705, 510, 819, 521]
lost-notice: LOST.—Between railway station and Ross & Son's, a parcel. Finder please return to W. Ross & Son, Ltd. — [282, 966, 405, 996]
